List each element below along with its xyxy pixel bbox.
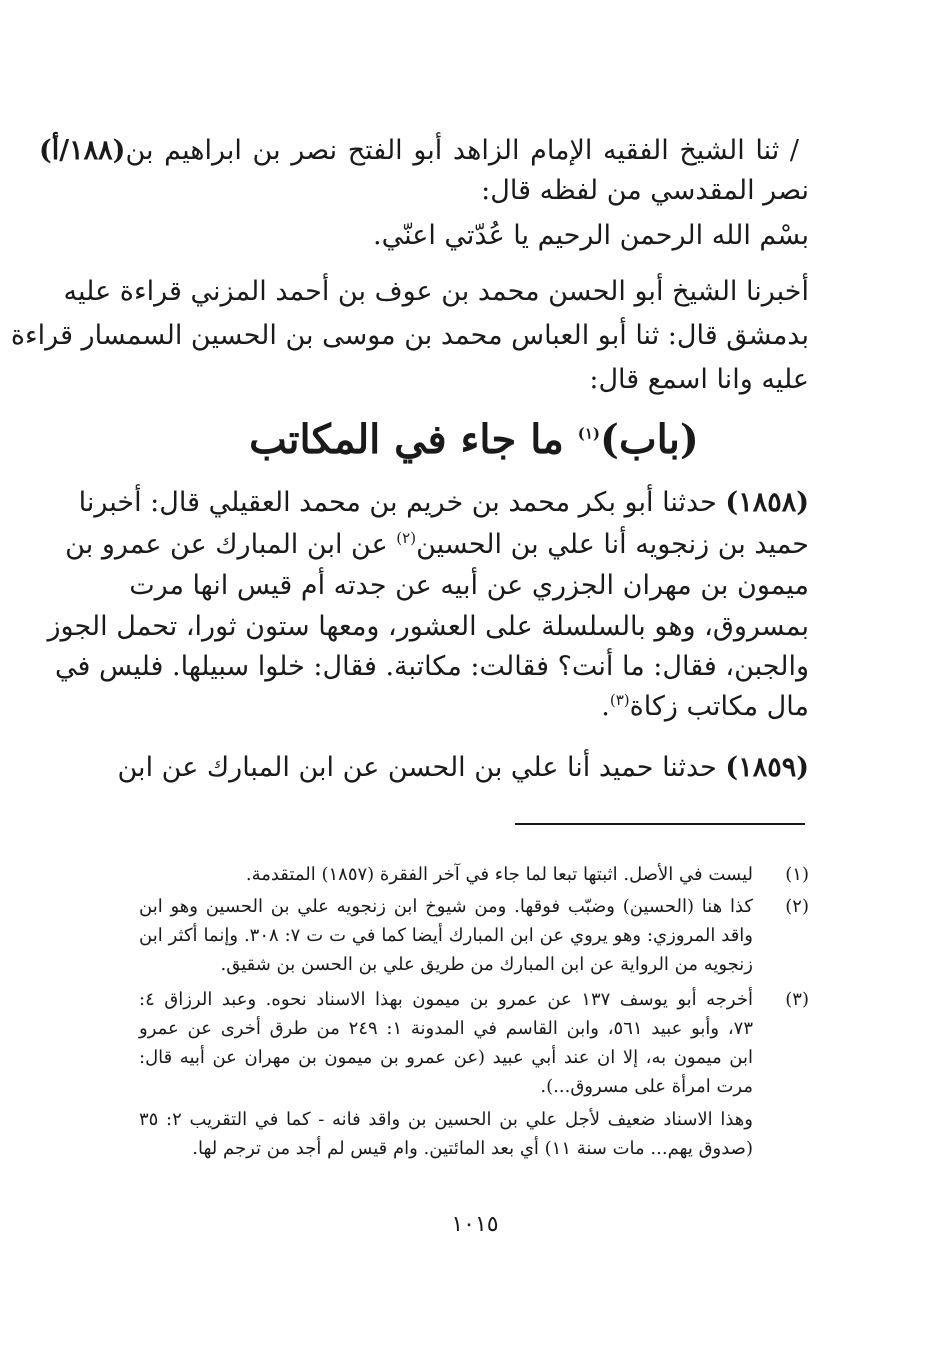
chapter-heading	[139, 412, 809, 468]
hadith-1858-number: (١٨٥٨)	[725, 487, 809, 518]
hadith-1858-line-2b: عن ابن المبارك عن عمرو بن	[65, 529, 397, 560]
footnote-ref-2: (٢)	[396, 529, 417, 547]
footnote-2-line-3: زنجويه من الرواية عن ابن المبارك من طريق علي بن الحسن بن شقيق.	[220, 954, 753, 975]
intro-line-2: نصر المقدسي من لفظه قال:	[481, 175, 809, 206]
hadith-1858-line-6	[139, 689, 809, 725]
hadith-1859-number: (١٨٥٩)	[725, 752, 809, 783]
hadith-1859-line-1-text: حدثنا حميد أنا علي بن الحسن عن ابن المبارك عن ابن	[117, 752, 726, 783]
hadith-1858-line-6a: مال مكاتب زكاة	[629, 691, 809, 722]
footnote-2-number: (٢)	[785, 896, 809, 917]
chapter-heading-ref: (١)	[577, 424, 601, 443]
footnote-3-line-1: أخرجه أبو يوسف ١٣٧ عن عمرو بن ميمون بهذا الاسناد نحوه. وعبد الرزاق ٤:	[139, 989, 753, 1010]
isnad-line-1: أخبرنا الشيخ أبو الحسن محمد بن عوف بن أحمد المزني قراءة عليه	[63, 276, 809, 307]
folio-marker: (١٨٨/أ)	[39, 135, 126, 166]
footnote-2	[139, 892, 809, 979]
isnad-line-3: عليه وانا اسمع قال:	[589, 364, 809, 395]
footnote-3-line-5: وهذا الاسناد ضعيف لأجل علي بن الحسين بن واقد فانه - كما في التقريب ٢: ٣٥	[139, 1109, 753, 1130]
footnote-ref-3: (٣)	[609, 691, 630, 709]
hadith-1858-line-5: والجبن، فقال: ما أنت؟ فقالت: مكاتبة. فقال: خلوا سبيلها. فليس في	[55, 651, 809, 682]
footnote-3-line-4: مرت امرأة على مسروق...).	[540, 1076, 753, 1097]
footnote-2-line-1: كذا هنا (الحسين) وضبّب فوقها. ومن شيوخ ابن زنجويه علي بن الحسين وهو ابن	[139, 896, 753, 917]
footnote-1-line-1: ليست في الأصل. اثبتها تبعا لما جاء في آخر الفقرة (١٨٥٧) المتقدمة.	[245, 864, 753, 885]
chapter-heading-title: ما جاء في المكاتب	[249, 416, 578, 463]
isnad-line-2: بدمشق قال: ثنا أبو العباس محمد بن موسى بن الحسين السمسار قراءة	[10, 320, 809, 351]
hadith-1858-line-1	[78, 485, 809, 521]
footnote-2-line-2: واقد المروزي: وهو يروي عن ابن المبارك أيضا كما في ت ت ٧: ٣٠٨. وإنما أكثر ابن	[139, 925, 753, 946]
page-number: ١٠١٥	[451, 1212, 499, 1237]
chapter-heading-open: (باب)	[600, 416, 699, 463]
hadith-1859-line-1	[117, 750, 809, 786]
footnote-3-line-2: ٧٣، وأبو عبيد ٥٦١، وابن القاسم في المدونة ١: ٢٤٩ من طرق أخرى عن عمرو	[139, 1018, 753, 1039]
footnote-3-line-6: (صدوق يهم... مات سنة ١١) أي بعد المائتين. وام قيس لم أجد من ترجم لها.	[192, 1138, 753, 1159]
hadith-1858-line-4: بمسروق، وهو بالسلسلة على العشور، ومعها ستون ثورا، تحمل الجوز	[47, 611, 809, 642]
hadith-1858-line-3: ميمون بن مهران الجزري عن أبيه عن جدته أم قيس انها مرت	[129, 570, 809, 601]
footnote-separator	[515, 823, 805, 825]
footnote-1	[139, 860, 809, 889]
intro-basmala: بسْم الله الرحمن الرحيم يا عُدّتي اعنّي.	[372, 220, 809, 251]
footnote-3-number: (٣)	[785, 989, 809, 1010]
footnote-3-line-3: ابن ميمون به، إلا ان عند أبي عبيد (عن عمرو بن ميمون بن مهران عن أبيه قال:	[139, 1047, 753, 1068]
hadith-1858-line-6b: .	[601, 691, 610, 722]
intro-line-1-text: / ثنا الشيخ الفقيه الإمام الزاهد أبو الفتح نصر بن ابراهيم بن	[125, 135, 800, 166]
hadith-1858-line-1-text: حدثنا أبو بكر محمد بن خريم بن محمد العقيلي قال: أخبرنا	[78, 487, 726, 518]
footnote-3	[139, 985, 809, 1163]
hadith-1858-line-2	[65, 527, 809, 563]
footnote-1-number: (١)	[785, 864, 809, 885]
intro-line-1	[39, 133, 799, 169]
hadith-1858-line-2a: حميد بن زنجويه أنا علي بن الحسين	[416, 529, 809, 560]
